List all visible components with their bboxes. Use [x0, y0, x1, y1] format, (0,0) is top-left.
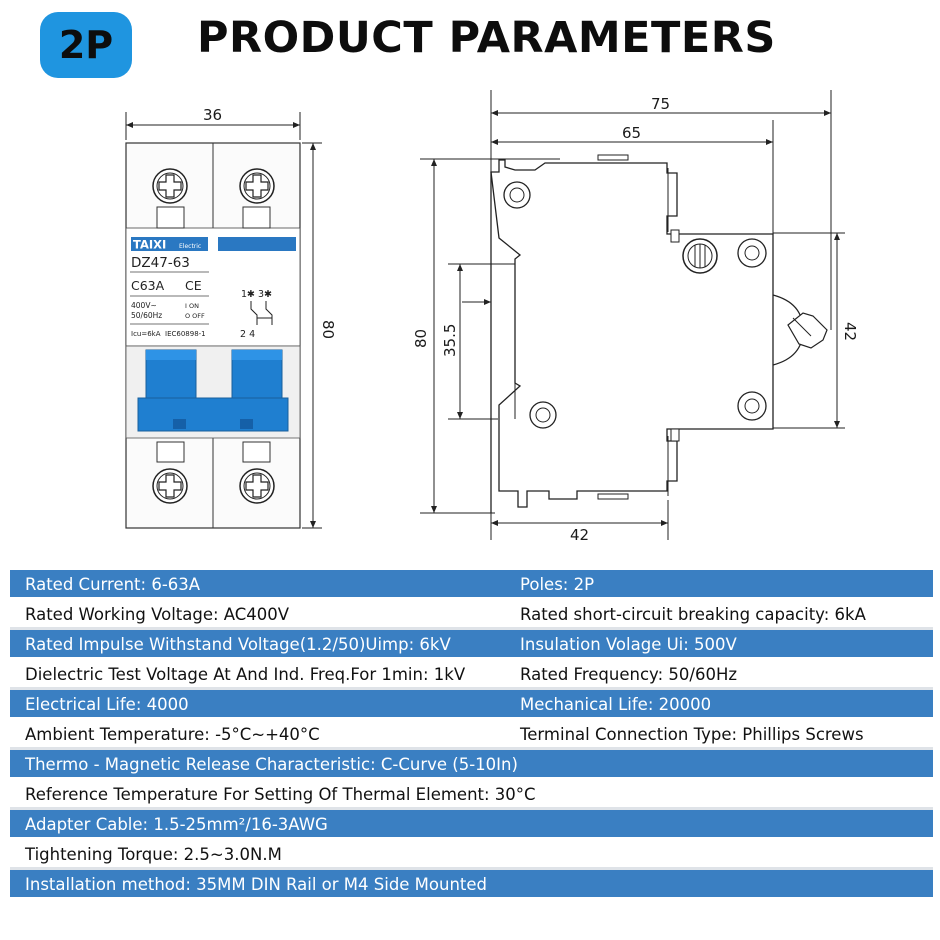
spec-left: Rated Impulse Withstand Voltage(1.2/50)Uimp: 6kV — [25, 635, 451, 654]
model-number: DZ47-63 — [131, 255, 190, 271]
spec-left: Dielectric Test Voltage At And Ind. Freq.For 1min: 1kV — [25, 665, 466, 684]
current-rating: C63A — [131, 278, 165, 293]
spec-right: Insulation Volage Ui: 500V — [520, 635, 737, 654]
spec-left: Electrical Life: 4000 — [25, 695, 189, 714]
label-on: I ON — [185, 302, 199, 310]
terminal-top-label: 1✱ 3✱ — [241, 289, 273, 300]
front-height-label: 80 — [319, 320, 337, 340]
page-title: PRODUCT PARAMETERS — [197, 13, 776, 63]
spec-row — [10, 690, 933, 720]
dim-42-bottom: 42 — [570, 526, 590, 544]
spec-right: Terminal Connection Type: Phillips Screws — [520, 725, 864, 744]
label-off: O OFF — [185, 312, 205, 320]
dimension-drawing — [0, 80, 940, 550]
spec-right: Poles: 2P — [520, 575, 595, 594]
label-frequency: 50/60Hz — [131, 311, 163, 320]
spec-table — [10, 570, 933, 900]
pole-badge: 2P — [40, 12, 132, 78]
spec-left: Installation method: 35MM DIN Rail or M4 Side Mounted — [25, 875, 488, 894]
label-breaking: Icu=6kA — [131, 330, 161, 338]
dim-80: 80 — [412, 328, 430, 348]
spec-left: Rated Working Voltage: AC400V — [25, 605, 290, 624]
spec-row — [10, 600, 933, 630]
side-view — [412, 90, 859, 544]
brand-logo: TAIXI — [133, 237, 167, 252]
brand-suffix: Electric — [179, 243, 202, 250]
spec-row — [10, 570, 933, 600]
ce-mark: CE — [185, 278, 202, 293]
screw-icon — [153, 469, 187, 503]
dim-75: 75 — [651, 95, 671, 113]
spec-right: Rated short-circuit breaking capacity: 6kA — [520, 605, 866, 624]
spec-row — [10, 810, 933, 840]
spec-left: Tightening Torque: 2.5~3.0N.M — [25, 845, 282, 864]
spec-left: Reference Temperature For Setting Of Thermal Element: 30°C — [25, 785, 536, 804]
dim-35-5: 35.5 — [441, 323, 459, 357]
label-voltage: 400V~ — [131, 301, 157, 310]
dim-65: 65 — [622, 124, 642, 142]
spec-left: Ambient Temperature: -5°C~+40°C — [25, 725, 320, 744]
spec-right: Mechanical Life: 20000 — [520, 695, 712, 714]
spec-left: Adapter Cable: 1.5-25mm²/16-3AWG — [25, 815, 328, 834]
screw-icon — [240, 169, 274, 203]
screw-icon — [153, 169, 187, 203]
spec-row — [10, 840, 933, 870]
spec-right: Rated Frequency: 50/60Hz — [520, 665, 738, 684]
spec-row — [10, 630, 933, 660]
label-standard: IEC60898-1 — [165, 330, 206, 338]
spec-row — [10, 660, 933, 690]
front-view — [126, 106, 337, 528]
spec-left: Thermo - Magnetic Release Characteristic: C-Curve (5-10In) — [25, 755, 518, 774]
spec-row — [10, 750, 933, 780]
front-width-label: 36 — [203, 106, 223, 124]
dim-42-right: 42 — [841, 322, 859, 342]
spec-row — [10, 780, 933, 810]
terminal-bottom-label: 2 4 — [240, 329, 256, 340]
screw-icon — [240, 469, 274, 503]
spec-row — [10, 870, 933, 900]
spec-left: Rated Current: 6-63A — [25, 575, 201, 594]
spec-row — [10, 720, 933, 750]
